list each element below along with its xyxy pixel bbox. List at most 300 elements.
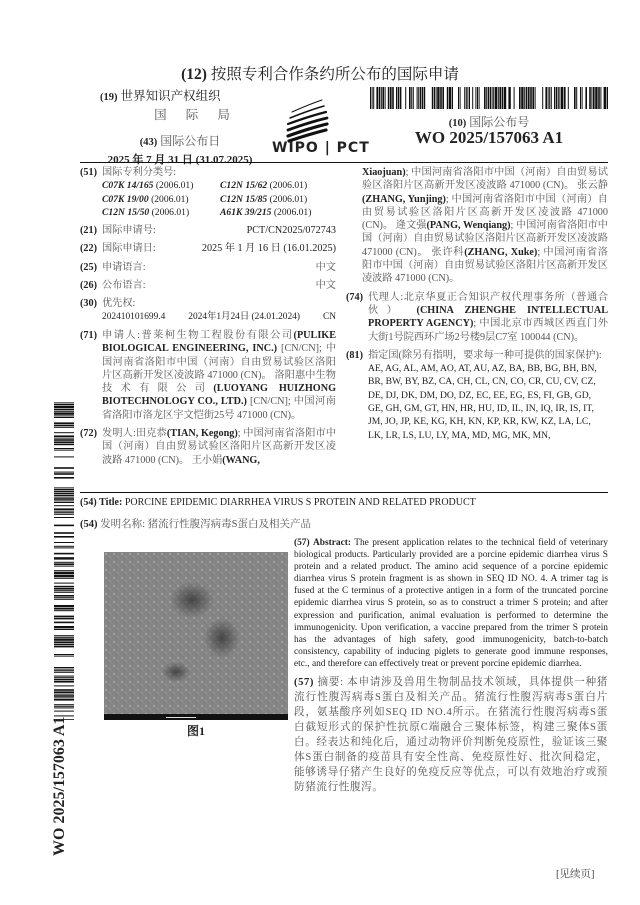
barcode-bar — [528, 87, 530, 109]
barcode-bar — [556, 87, 558, 109]
barcode-bar — [54, 546, 74, 547]
barcode-bar — [469, 87, 470, 109]
inid-code: (22) — [80, 243, 97, 255]
barcode-bar — [54, 512, 74, 513]
barcode-bar — [396, 87, 397, 109]
inventor-address: ; 中国河南省洛阳市中国（河南）自由贸易试验区洛阳片区高新开发区凌波路 471000 (CN)。 — [362, 246, 608, 285]
barcode-bar — [54, 583, 74, 584]
barcode-bar — [54, 562, 74, 563]
figure-micrograph — [104, 552, 288, 720]
priority-number: 202410101699.4 — [102, 311, 166, 322]
barcode-bar — [392, 87, 394, 109]
barcode-bar — [488, 87, 490, 109]
barcode-bar — [467, 87, 468, 109]
organization-bureau: 国 际 局 — [154, 108, 238, 122]
applicant-name-en: (LUOYANG HUIZHONG BIOTECHNOLOGY CO., LTD.) — [102, 383, 336, 408]
ipc-code-item — [102, 206, 220, 219]
barcode-icon — [370, 87, 608, 109]
barcode-bar — [54, 672, 74, 673]
barcode-bar — [54, 644, 74, 646]
ipc-version: (2006.01) — [155, 180, 194, 192]
filing-date-label: 国际申请日: — [102, 243, 156, 255]
agent-label: 代理人: — [368, 291, 404, 303]
barcode-bar — [486, 87, 487, 109]
inventor-address: ; 中国河南省洛阳市中国（河南）自由贸易试验区洛阳片区高新开发区凌波路 471000 (CN)。 王小娟 — [102, 428, 337, 466]
barcode-bar — [484, 87, 486, 109]
barcode-bar — [54, 547, 74, 548]
particle-cluster — [162, 662, 190, 682]
barcode-bar — [382, 87, 384, 109]
barcode-bar — [591, 87, 592, 109]
barcode-bar — [54, 406, 74, 408]
barcode-bar — [498, 87, 499, 109]
title-chinese — [80, 516, 311, 531]
barcode-bar — [54, 691, 74, 693]
barcode-bar — [54, 685, 74, 686]
barcode-bar — [447, 87, 449, 109]
inid-code: (57) — [294, 538, 310, 548]
inid-code: (72) — [80, 428, 97, 440]
barcode-bar — [466, 87, 467, 109]
barcode-bar — [418, 87, 419, 109]
continued-on-next-page: [见续页] — [556, 869, 595, 880]
ipc-code-list — [102, 179, 336, 219]
barcode-bar — [54, 497, 74, 498]
publication-date-label: 国际公布日 — [160, 134, 221, 148]
ipc-code-item — [220, 206, 338, 219]
inventor-address: ; 中国河南省洛阳市中国（河南）自由贸易试验区洛阳片区高新开发区凌波路 471000 (CN)。 张许科 — [362, 220, 608, 258]
barcode-bar — [54, 681, 74, 683]
barcode-bar — [54, 441, 74, 443]
abstract-text: 本申请涉及兽用生物制品技术领域，具体提供一种猪流行性腹泻病毒S蛋白及相关产品。猪流行性腹泻病毒S蛋白片段，氨基酸序列如SEQ ID NO.4所示。在猪流行性腹泻病毒S蛋白截短形式的保护性抗原C端融合三聚体标签，构建三聚体S蛋白。经表达和纯化后，通过动物评价判断免疫原性，验证该三聚体S蛋白制备的疫苗具有安全性高、免疫原性好、批次间稳定，能够诱导仔猪产生良好的免疫反应等优点，可以有效地治疗或预防猪流行性腹泻。 — [294, 677, 608, 793]
abstract-chinese — [294, 675, 608, 795]
barcode-bar — [400, 87, 402, 109]
field-application-number — [80, 224, 336, 237]
organization-block — [100, 86, 270, 123]
applicant-name-en: (PULIKE BIOLOGICAL ENGINEERING, INC.) — [102, 329, 336, 355]
barcode-bar — [475, 87, 476, 109]
particle-cluster — [170, 582, 214, 618]
wipo-logo-arc — [290, 106, 324, 118]
ipc-label: 国际专利分类号: — [102, 167, 177, 178]
barcode-bar — [437, 87, 439, 109]
application-number-label: 国际申请号: — [102, 225, 156, 237]
barcode-bar — [492, 87, 493, 109]
barcode-bar — [54, 489, 74, 490]
barcode-bar — [526, 87, 528, 109]
ipc-code-item — [220, 193, 338, 206]
inventor-address: ; 中国河南省洛阳市中国（河南）自由贸易试验区洛阳片区高新开发区凌波路 471000 (CN)。 张云静 — [362, 167, 608, 192]
inid-code: (54) — [80, 519, 98, 530]
barcode-bar — [495, 87, 497, 109]
barcode-bar — [54, 525, 74, 527]
barcode-bar — [54, 670, 74, 671]
barcode-bar — [54, 425, 74, 427]
micrograph-background — [104, 552, 288, 720]
barcode-bar — [54, 517, 74, 518]
barcode-bar — [54, 592, 74, 593]
barcode-bar — [54, 435, 74, 437]
designated-states-list: AE, AG, AL, AM, AO, AT, AU, AZ, BA, BB, BG, BH, BN, BR, BW, BY, BZ, CA, CH, CL, CN, CO, CR, CU, CV, CZ, DE, DJ, DK, DM, DO, DZ, EC, EE, EG, ES, FI, GB, GD, GE, GH, GM, GT, HN, HR, HU, ID, IL, IN, IQ, IR, IS, IT, JM, JO, JP, KE, KG, KH, KN, KP, KR, KW, KZ, LA, LC, LK, LR, LS, LU, LY, MA, MD, MG, MK, MN, — [368, 363, 597, 441]
barcode-bar — [54, 622, 74, 624]
barcode-bar — [598, 87, 600, 109]
abstract-english — [294, 537, 608, 670]
barcode-bar — [574, 87, 576, 109]
barcode-bar — [54, 493, 74, 495]
barcode-bar — [551, 87, 552, 109]
barcode-bar — [379, 87, 381, 109]
ipc-code-item — [220, 179, 338, 192]
barcode-bar — [54, 694, 74, 695]
barcode-bar — [54, 637, 74, 638]
barcode-bar — [479, 87, 480, 109]
barcode-bar — [54, 439, 74, 441]
barcode-bar — [54, 704, 74, 705]
barcode-bar — [54, 563, 74, 565]
inid-code: (54) — [80, 497, 97, 508]
barcode-bar — [54, 502, 74, 503]
barcode-bar — [558, 87, 559, 109]
barcode-bar — [54, 618, 74, 620]
barcode-bar — [54, 427, 74, 428]
field-filing-language — [80, 261, 336, 274]
barcode-bar — [54, 669, 74, 670]
barcode-bar — [54, 610, 74, 611]
barcode-bar — [54, 505, 74, 506]
barcode-bar — [54, 566, 74, 567]
applicants-label: 申请人: — [102, 329, 140, 341]
barcode-bar — [576, 87, 577, 109]
barcode-bar — [54, 575, 74, 577]
barcode-bar — [413, 87, 414, 109]
barcode-bar — [54, 572, 74, 574]
barcode-bar — [54, 656, 74, 657]
barcode-bar — [385, 87, 386, 109]
barcode-bar — [411, 87, 412, 109]
filing-date-value: 2025 年 1 月 16 日 (16.01.2025) — [201, 243, 336, 255]
inid-code: (30) — [80, 298, 97, 310]
barcode-bar — [54, 417, 74, 418]
barcode-bar — [542, 87, 543, 109]
barcode-bar — [532, 87, 534, 109]
title-value: 猪流行性腹泻病毒S蛋白及相关产品 — [147, 519, 312, 530]
barcode-bar — [54, 695, 74, 697]
field-filing-date — [80, 242, 336, 255]
filing-language-label: 申请语言: — [102, 261, 146, 273]
barcode-bar — [409, 87, 411, 109]
inid-code: (25) — [80, 261, 97, 273]
barcode-bar — [434, 87, 435, 109]
applicant-address: [CN/CN]; 中国河南省洛阳市洛龙区宇文恺街25号 471000 (CN)。 — [102, 396, 336, 421]
barcode-bar — [442, 87, 444, 109]
barcode-bar — [54, 532, 74, 534]
ipc-version: (2006.01) — [151, 193, 189, 205]
barcode-bar — [54, 511, 74, 512]
barcode-bar — [54, 500, 74, 501]
barcode-bar — [54, 570, 74, 571]
title-label: Title: — [99, 497, 123, 508]
barcode-bar — [54, 467, 74, 469]
barcode-bar — [54, 473, 74, 475]
inventor-name-en: (TIAN, Kegong) — [166, 428, 238, 440]
barcode-bar — [54, 412, 74, 414]
barcode-bar — [54, 590, 74, 591]
ipc-code: C12N 15/85 — [220, 193, 268, 205]
designated-states-label: 指定国(除另有指明，要求每一种可提供的国家保护): — [368, 349, 602, 361]
barcode-bar — [519, 87, 521, 109]
barcode-bar — [432, 87, 434, 109]
barcode-bar — [490, 87, 491, 109]
inid-code: (43) — [139, 137, 158, 148]
ipc-code: A61K 39/215 — [220, 206, 272, 218]
barcode-bar — [452, 87, 453, 109]
title-label: 发明名称: — [100, 519, 146, 530]
barcode-bar — [372, 87, 373, 109]
barcode-bar — [54, 456, 74, 457]
barcode-bar — [549, 87, 550, 109]
barcode-bar — [54, 706, 74, 707]
barcode-bar — [417, 87, 418, 109]
barcode-bar — [54, 542, 74, 543]
barcode-bar — [54, 638, 74, 640]
scale-bar — [166, 717, 196, 718]
ipc-code: C07K 19/00 — [102, 193, 149, 205]
barcode-bar — [54, 689, 74, 691]
abstract-text: The present application relates to the technical field of veterinary biological products. Particularly provided are a porcine epidemic diarrhea virus S protein and a related product. The amino acid sequence of a porcine epidemic diarrhea virus S protein fragment is as shown in SEQ ID NO. 4. A trimer tag is fused at the C terminus of a protective antigen in a form of the truncated porcine epidemic diarrhea virus S protein, so as to construct a trimer S protein; and after expression and purification, animal evaluation is performed to determine the immunogenicity. Upon verification, a vaccine prepared from the trimer S protein has the advantages of high safety, good immunogenicity, batch-to-batch consistency, capability of inducing piglets to generate good immune responses, etc., and therefore can effectively treat or prevent porcine epidemic diarrhea. — [294, 538, 608, 669]
barcode-bar — [548, 87, 549, 109]
inventor-name-en: (ZHANG, Yunjing) — [362, 193, 446, 205]
barcode-bar — [535, 87, 536, 109]
organization-name: 世界知识产权组织 — [120, 89, 221, 103]
ipc-code: C12N 15/50 — [102, 206, 150, 218]
barcode-bar — [580, 87, 581, 109]
barcode-bar — [54, 626, 74, 628]
priority-entry — [102, 311, 336, 324]
barcode-bar — [54, 498, 74, 500]
barcode-bar — [502, 87, 504, 109]
barcode-bar — [54, 553, 74, 555]
publication-number: WO 2025/157063 A1 — [414, 128, 564, 147]
barcode-bar — [54, 597, 74, 598]
barcode-bar — [54, 409, 74, 411]
inventor-name-en: Xiaojuan) — [362, 167, 406, 178]
figure-caption: 图1 — [186, 724, 205, 738]
inid-code: (81) — [346, 349, 363, 361]
field-agent — [346, 291, 608, 344]
barcode-bar — [54, 508, 74, 510]
barcode-bar — [582, 87, 583, 109]
barcode-bar — [54, 477, 74, 479]
barcode-bar — [54, 616, 74, 618]
barcode-bar — [440, 87, 442, 109]
barcode-bar — [54, 438, 74, 439]
divider — [80, 492, 608, 493]
divider — [80, 162, 608, 163]
barcode-bar — [54, 629, 74, 630]
inid-code: (26) — [80, 280, 97, 292]
barcode-bar — [54, 654, 74, 655]
inid-code: (57) — [294, 677, 315, 688]
barcode-bar — [499, 87, 501, 109]
barcode-bar — [422, 87, 423, 109]
document-type-title — [0, 62, 640, 84]
barcode-bar — [464, 87, 465, 109]
barcode-bar — [554, 87, 555, 109]
publication-date-value: 2025 年 7 月 31 日 (31.07.2025) — [107, 154, 253, 166]
publication-language-value: 中文 — [315, 280, 336, 292]
applicant-name-zh: 普莱柯生物工程股份有限公司 — [139, 329, 294, 341]
barcode-bar — [54, 605, 74, 607]
barcode-bar — [54, 676, 74, 677]
agent-name-en: (CHINA ZHENGHE INTELLECTUAL PROPERTY AGENCY) — [368, 304, 609, 330]
field-applicants — [80, 329, 336, 422]
barcode-bar — [589, 87, 591, 109]
barcode-bar — [593, 87, 595, 109]
barcode-bar — [477, 87, 478, 109]
inventor-name-zh: 田克恭 — [135, 428, 167, 440]
barcode-bar — [54, 595, 74, 597]
ipc-code: C12N 15/62 — [220, 180, 268, 192]
barcode-bar — [458, 87, 459, 109]
inid-code: (19) — [100, 92, 118, 103]
barcode-bar — [54, 641, 74, 643]
barcode-bar — [530, 87, 532, 109]
title-english — [80, 497, 476, 508]
barcode-bar — [54, 679, 74, 681]
barcode-bar — [54, 432, 74, 433]
vertical-publication-number-text: WO 2025/157063 A1 — [51, 716, 68, 856]
inventors-label: 发明人: — [102, 428, 136, 440]
barcode-bar — [524, 87, 525, 109]
barcode-bar — [54, 411, 74, 412]
ipc-version: (2006.01) — [269, 193, 308, 205]
barcode-bar — [54, 557, 74, 559]
priority-date: 2024年1月24日 (24.01.2024) — [188, 311, 300, 322]
abstract-label: 摘要: — [317, 677, 344, 688]
barcode-bar — [521, 87, 523, 109]
inid-code: (21) — [80, 225, 97, 237]
barcode-bar — [564, 87, 566, 109]
ipc-version: (2006.01) — [273, 206, 312, 218]
barcode-bar — [559, 87, 560, 109]
barcode-bar — [54, 586, 74, 588]
barcode-bar — [381, 87, 382, 109]
barcode-bar — [604, 87, 606, 109]
micrograph-image — [104, 552, 288, 720]
barcode-bar — [54, 402, 74, 403]
barcode-bar — [54, 588, 74, 590]
barcode-bar — [54, 699, 74, 701]
field-ipc — [80, 166, 336, 219]
barcode-bar — [54, 599, 74, 600]
barcode-bar — [420, 87, 422, 109]
barcode-bar — [508, 87, 510, 109]
barcode-bar — [472, 87, 473, 109]
field-publication-language — [80, 279, 336, 292]
barcode-bar — [493, 87, 494, 109]
inid-code: (71) — [80, 329, 97, 341]
agent-name-zh: 北京华夏正合知识产权代理事务所（普通合伙） — [368, 291, 608, 316]
ipc-code-item — [102, 179, 220, 192]
barcode-bar — [54, 422, 74, 424]
title-value: PORCINE EPIDEMIC DIARRHEA VIRUS S PROTEIN AND RELATED PRODUCT — [124, 497, 476, 508]
barcode-bar — [390, 87, 392, 109]
field-inventors — [80, 427, 336, 467]
filing-language-value: 中文 — [315, 261, 336, 273]
barcode-bar — [54, 608, 74, 610]
inventor-name-en: (WANG, — [222, 454, 260, 466]
particle-cluster — [204, 618, 240, 658]
barcode-bar — [54, 711, 74, 712]
field-inventors-continued — [346, 166, 608, 286]
inventor-name-en: (PANG, Wenqiang) — [426, 220, 511, 232]
ipc-code: C07K 14/165 — [102, 180, 154, 192]
inventor-address: ; 中国河南省洛阳市中国（河南）自由贸易试验区洛阳片区高新开发区凌波路 471000 (CN)。 逄文强 — [362, 193, 608, 232]
inid-code: (12) — [181, 66, 207, 83]
wipo-pct-logo-text: WIPO | PCT — [272, 140, 370, 156]
barcode-bar — [436, 87, 437, 109]
barcode-bar — [600, 87, 601, 109]
barcode-bar — [54, 444, 74, 446]
barcode-bar — [54, 697, 74, 698]
barcode-bar — [54, 667, 74, 668]
barcode-bar — [54, 487, 74, 488]
barcode-bar — [54, 448, 74, 449]
bibliographic-right-column — [346, 166, 608, 447]
barcode-bar — [568, 87, 569, 109]
barcode-bar — [405, 87, 406, 109]
barcode-bar — [54, 578, 74, 579]
barcode-bar — [54, 514, 74, 515]
barcode-bar — [607, 87, 608, 109]
inid-code: (74) — [346, 291, 363, 303]
priority-label: 优先权: — [102, 298, 136, 310]
barcode-bar — [54, 404, 74, 405]
ipc-version: (2006.01) — [269, 180, 308, 192]
barcode-bar — [545, 87, 547, 109]
barcode-bar — [424, 87, 426, 109]
document-type-text: 按照专利合作条约所公布的国际申请 — [210, 66, 459, 83]
wipo-logo-arc — [292, 100, 322, 112]
barcode-bar — [54, 536, 74, 538]
vertical-publication-number — [51, 716, 77, 856]
inventor-name-en: (ZHANG, Xuke) — [464, 246, 538, 258]
abstract-label: Abstract: — [313, 538, 352, 548]
barcode-bar — [54, 491, 74, 493]
scale-bar-strip — [104, 714, 288, 720]
agent-address: ; 中国北京市西城区西直门外大街1号院西环广场2号楼9层C7室 100044 (CN)。 — [368, 318, 608, 343]
barcode-bar — [504, 87, 506, 109]
publication-language-label: 公布语言: — [102, 280, 146, 292]
barcode-bar — [449, 87, 451, 109]
barcode-bar — [54, 635, 74, 636]
barcode-bar — [514, 87, 515, 109]
inid-code: (51) — [80, 167, 97, 178]
barcode-bar — [373, 87, 374, 109]
barcode-bar — [370, 87, 371, 109]
priority-country: CN — [322, 311, 336, 322]
ipc-version: (2006.01) — [151, 206, 190, 218]
field-priority — [80, 297, 336, 324]
ipc-code-item — [102, 193, 220, 206]
barcode-bar — [54, 495, 74, 496]
barcode-bar — [54, 472, 74, 473]
applicant-address: [CN/CN]; 中国河南省洛阳市中国（河南）自由贸易试验区洛阳片区高新开发区凌波路 471000 (CN)。 洛阳惠中生物技术有限公司 — [102, 343, 336, 395]
barcode-bar — [398, 87, 400, 109]
barcode-bar — [54, 677, 74, 678]
barcode-bar — [54, 646, 74, 648]
bibliographic-left-column — [80, 166, 336, 472]
